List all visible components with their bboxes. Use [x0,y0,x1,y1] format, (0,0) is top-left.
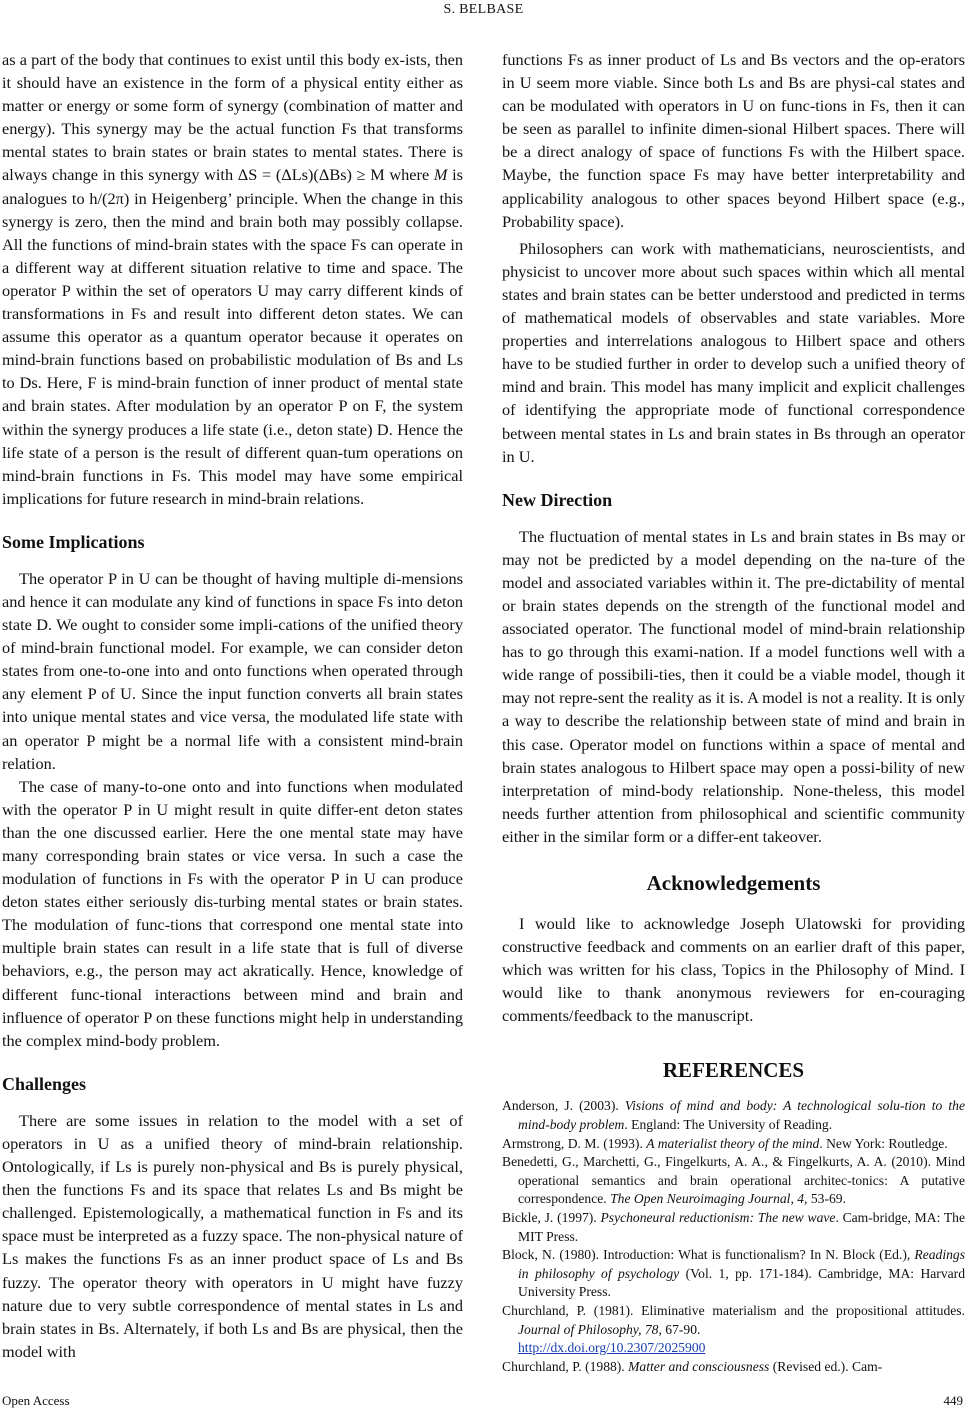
paragraph-text: is analogues to h/(2π) in Heigenberg’ principle. When the change in this synergy is zero, then the mind and brain both may possibly collapse. All the functions of mind-brain states with the space Fs can operate in a different way at different situation relative to time and space. The operator P within the set of operators U may carry different kinds of transformations in Fs and result into different deton states. We can assume this operator as a quantum operator because it operates on mind-brain functions based on probabilistic modulation of Bs and Ls to Ds. Here, F is mind-brain function of inner product of mental state and brain states. After modulation by an operator P on F, the system within the synergy produces a life state (i.e., deton state) D. Hence the life state of a person is the result of different quan-tum operations on mind-brain functions in Fs. This model may have some empirical implications for future research in mind-brain relations. [2,165,463,508]
reference-item: Block, N. (1980). Introduction: What is functionalism? In N. Block (Ed.), Readings in philosophy of psychology (Vol. 1, pp. 171-184). Cambridge, MA: Harvard University Press. [502,1247,965,1300]
left-column [2,48,463,1363]
paragraph [2,48,463,510]
paragraph: Philosophers can work with mathematicians, neuroscientists, and physicist to uncover more about such spaces within which all mental states and brain states can be better understood and predicted in terms of mathematical models of observables and state variables. More properties and interrelations analogous to Hilbert space and others have to be studied further in order to develop such a unified theory of mind and brain. This model has many implicit and explicit challenges of identifying the appropriate mode of functional correspondence between mental states in Ls and brain states in Bs through an operator in U. [502,238,965,466]
page-number: 449 [943,1393,963,1408]
reference-item: Churchland, P. (1981). Eliminative materialism and the propositional attitudes. Journal of Philosophy, 78, 67-90. http://dx.doi.org/10.2307/2025900 [502,1303,965,1356]
paragraph: functions Fs as inner product of Ls and Bs vectors and the op-erators in U seem more viable. Since both Ls and Bs are physi-cal states and can be modulated with operators in U on func-tions in Fs, then it can be seen as parallel to infinite dimen-sional Hilbert spaces. There will be a direct analogy of space of functions Fs with the Hilbert space. Maybe, the function space Fs may have better interpretability and applicability analogous to other spaces beyond Hilbert space (e.g., Probability space). [502,50,965,231]
paragraph: I would like to acknowledge Joseph Ulatowski for providing constructive feedback and comments on an earlier draft of this paper, which was written for his class, Topics in the Philosophy of Mind. I would like to thank anonymous reviewers for en-couraging comments/feedback to the manuscript. [502,914,965,1026]
right-column [502,48,965,1376]
reference-item: Armstrong, D. M. (1993). A materialist theory of the mind. New York: Routledge. [502,1135,948,1151]
reference-item: Bickle, J. (1997). Psychoneural reductionism: The new wave. Cam-bridge, MA: The MIT Press. [502,1210,965,1244]
equation: ΔS = (ΔLs)(ΔBs) ≥ M [237,165,385,185]
reference-item: Churchland, P. (1988). Matter and consciousness (Revised ed.). Cam- [502,1358,883,1374]
section-heading-challenges: Challenges [2,1073,87,1094]
section-heading-references: REFERENCES [662,1058,805,1083]
section-heading-implications: Some Implications [2,531,145,552]
section-heading-new-direction: New Direction [502,489,613,510]
paragraph: The case of many-to-one onto and into functions when modulated with the operator P in U might result in quite differ-ent deton states than the one discussed earlier. Here the one mental state may have many corresponding brain states or vice versa. In such a case the modulation of functions in Fs with the operator P in U can produce deton states either seriously dis-turbing mental states or brain states. The modulation of func-tions that correspond one mental state into multiple brain states can result in a life state that is full of diverse behaviors, e.g., the person may act akratically. Hence, knowledge of different func-tional interactions between mind and brain and influence of operator P on these functions might help in understanding the complex mind-body problem. [2,776,463,1050]
paragraph-text: where [389,165,430,185]
doi-link[interactable]: http://dx.doi.org/10.2307/2025900 [518,1340,706,1356]
footer-journal: Open Access [2,1393,70,1408]
paragraph: There are some issues in relation to the model with a set of operators in U as a unified theory of mind-brain relationship. Ontologically, if Ls is purely non-physical and Bs is purely physical, then the functions Fs and its space that relates Ls and Bs might be challenged. Epistemologically, a mathematical function in Fs and its space must be interpreted as a fuzzy space. The non-physical nature of Ls makes the functions Fs as an inner product space of Ls and Bs fuzzy. The operator theory with operators in U might have fuzzy nature due to very subtle correspondence of mental states in Ls and brain states in Bs. Alternately, if both Ls and Bs are physical, then the model with [2,1110,463,1361]
reference-list [502,1097,965,1376]
paragraph: The operator P in U can be thought of having multiple di-mensions and hence it can modulate any kind of functions in space Fs into deton state D. We ought to consider some impli-cations of the unified theory of mind-brain functional model. For example, we can consider deton states from one-to-one into and onto functions when operated through any element P of U. Since the input function converts all brain states into unique mental states and vice versa, the modulated life state with an operator P might be a normal life with a consistent mind-brain relation. [2,568,463,773]
running-head: S. BELBASE [443,2,524,17]
section-heading-acknowledgements: Acknowledgements [646,871,821,895]
paragraph: The fluctuation of mental states in Ls and brain states in Bs may or may not be predicted by a model depending on the na-ture of the model and associated variables within it. The pre-dictability of mental or brain states depends on the strength of the functional model and associated operator. The functional model of mind-brain relationship has to go through this exami-nation. If a model functions well with a wide range of possibili-ties, then it could be a viable model, though it may not repre-sent the reality as it is. A model is not a reality. It is only a way to describe the relationship between state of mind and brain in this case. Operator model on functions within a space of mental and brain states analogous to Hilbert space may open a possi-bility of new interpretation of mind-body relationship. None-theless, this model needs further attention from philosophical and scientific community either in the similar form or a differ-ent takeover. [502,526,965,846]
reference-item: Benedetti, G., Marchetti, G., Fingelkurts, A. A., & Fingelkurts, A. A. (2010). Mind operational semantics and brain operational architec-tonics: A putative correspondence. The Open Neuroimaging Journal, 4, 53-69. [502,1154,965,1207]
reference-item: Anderson, J. (2003). Visions of mind and body: A technological solu-tion to the mind-body problem. England: The University of Reading. [502,1098,965,1133]
paragraph-text: as a part of the body that continues to exist until this body ex-ists, then it should have an existence in the form of a physical entity either as matter or energy or some form of synergy (combination of matter and energy). This synergy may be the actual function Fs that transforms mental states to brain states or brain states to mental states. There is always change in this synergy with [2,50,463,185]
variable-m: M [433,165,448,185]
